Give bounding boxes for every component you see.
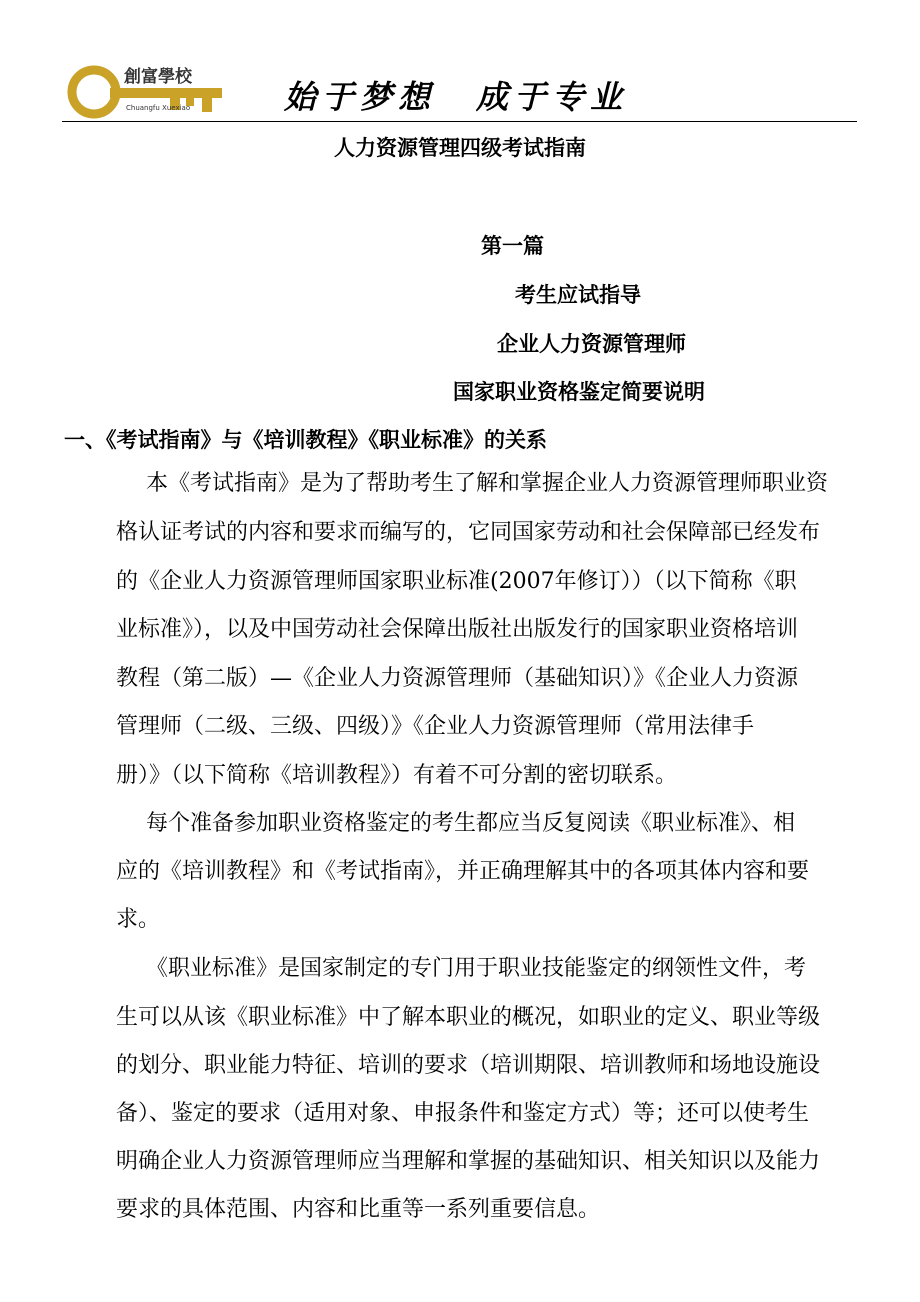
paragraph-line: 生可以从该《职业标准》中了解本职业的概况，如职业的定义、职业等级 <box>116 1005 821 1030</box>
subtitle-brief-description: 国家职业资格鉴定简要说明 <box>453 380 705 404</box>
paragraph-line: 《职业标准》是国家制定的专门用于职业技能鉴定的纲领性文件，考 <box>146 956 807 981</box>
paragraph-line: 格认证考试的内容和要求而编写的，它同国家劳动和社会保障部已经发布 <box>116 520 821 545</box>
key-ring-icon <box>72 70 116 114</box>
slogan-part1: 始于梦想 <box>284 78 437 116</box>
paragraph-line: 本《考试指南》是为了帮助考生了解和掌握企业人力资源管理师职业资 <box>146 471 829 496</box>
document-title: 人力资源管理四级考试指南 <box>334 136 586 160</box>
part-heading: 第一篇 <box>481 234 544 258</box>
paragraph-line: 的划分、职业能力特征、培训的要求（培训期限、培训教师和场地设施设 <box>116 1053 821 1078</box>
paragraph-line: 管理师（二级、三级、四级）》《企业人力资源管理师（常用法律手 <box>116 714 755 739</box>
paragraph-line: 教程（第二版）—《企业人力资源管理师（基础知识）》《企业人力资源 <box>116 666 799 691</box>
school-logo <box>66 60 226 120</box>
paragraph-line: 明确企业人力资源管理师应当理解和掌握的基础知识、相关知识以及能力 <box>116 1149 821 1174</box>
paragraph-line: 应的《培训教程》和《考试指南》，并正确理解其中的各项其体内容和要 <box>116 859 810 884</box>
logo-name: 創富學校 <box>124 67 192 87</box>
paragraph-line: 的《企业人力资源管理师国家职业标准(2007年修订））（以下简称《职 <box>116 569 797 594</box>
page-header <box>62 58 857 122</box>
logo-pinyin: Chuangfu Xuexiao <box>126 104 191 112</box>
paragraph-line: 册）》（以下简称《培训教程》）有着不可分割的密切联系。 <box>116 763 678 788</box>
header-divider <box>62 121 857 122</box>
section-heading-1: 一、《考试指南》与《培训教程》《职业标准》的关系 <box>64 428 547 452</box>
paragraph-line: 业标准》），以及中国劳动社会保障出版社出版发行的国家职业资格培训 <box>116 617 799 642</box>
subtitle-profession: 企业人力资源管理师 <box>497 332 686 356</box>
subtitle-exam-guidance: 考生应试指导 <box>515 283 641 307</box>
paragraph-line: 备）、鉴定的要求（适用对象、申报条件和鉴定方式）等；还可以使考生 <box>116 1101 810 1126</box>
paragraph-line: 要求的具体范围、内容和比重等一系列重要信息。 <box>116 1197 601 1222</box>
paragraph-line: 求。 <box>116 907 161 932</box>
slogan-part2: 成于专业 <box>476 78 629 116</box>
paragraph-line: 每个准备参加职业资格鉴定的考生都应当反复阅读《职业标准》、相 <box>146 811 796 836</box>
slogan <box>284 72 628 118</box>
